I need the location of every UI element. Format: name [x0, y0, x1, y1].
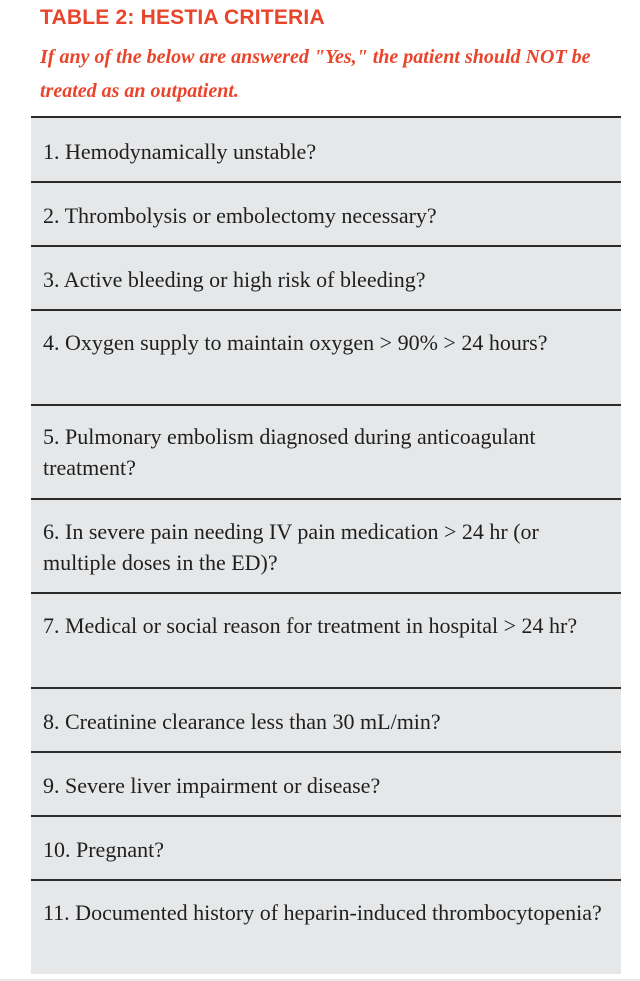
criteria-table	[31, 116, 621, 974]
row-divider	[31, 498, 621, 500]
criteria-row-7: 7. Medical or social reason for treatment in hospital > 24 hr?	[43, 613, 578, 638]
criteria-row-11: 11. Documented history of heparin-induced thrombocytopenia?	[43, 900, 602, 925]
row-divider	[31, 116, 621, 118]
row-divider	[31, 815, 621, 817]
table-subtitle: If any of the below are answered "Yes," the patient should NOT be treated as an outpatient.	[40, 46, 591, 102]
row-divider	[31, 687, 621, 689]
criteria-row-3: 3. Active bleeding or high risk of bleeding?	[43, 267, 426, 292]
row-divider	[31, 309, 621, 311]
row-divider	[31, 181, 621, 183]
row-divider	[31, 592, 621, 594]
criteria-row-6: 6. In severe pain needing IV pain medication > 24 hr (or multiple doses in the ED)?	[43, 519, 539, 575]
criteria-row-8: 8. Creatinine clearance less than 30 mL/min?	[43, 709, 441, 734]
criteria-row-4: 4. Oxygen supply to maintain oxygen > 90% > 24 hours?	[43, 330, 548, 355]
row-divider	[31, 245, 621, 247]
row-divider	[31, 751, 621, 753]
row-divider	[31, 879, 621, 881]
criteria-row-1: 1. Hemodynamically unstable?	[43, 139, 317, 164]
row-divider	[31, 404, 621, 406]
criteria-row-10: 10. Pregnant?	[43, 837, 164, 862]
criteria-row-5: 5. Pulmonary embolism diagnosed during anticoagulant treatment?	[43, 424, 536, 480]
criteria-row-9: 9. Severe liver impairment or disease?	[43, 773, 381, 798]
criteria-row-2: 2. Thrombolysis or embolectomy necessary?	[43, 203, 437, 228]
table-title: TABLE 2: HESTIA CRITERIA	[40, 6, 325, 29]
